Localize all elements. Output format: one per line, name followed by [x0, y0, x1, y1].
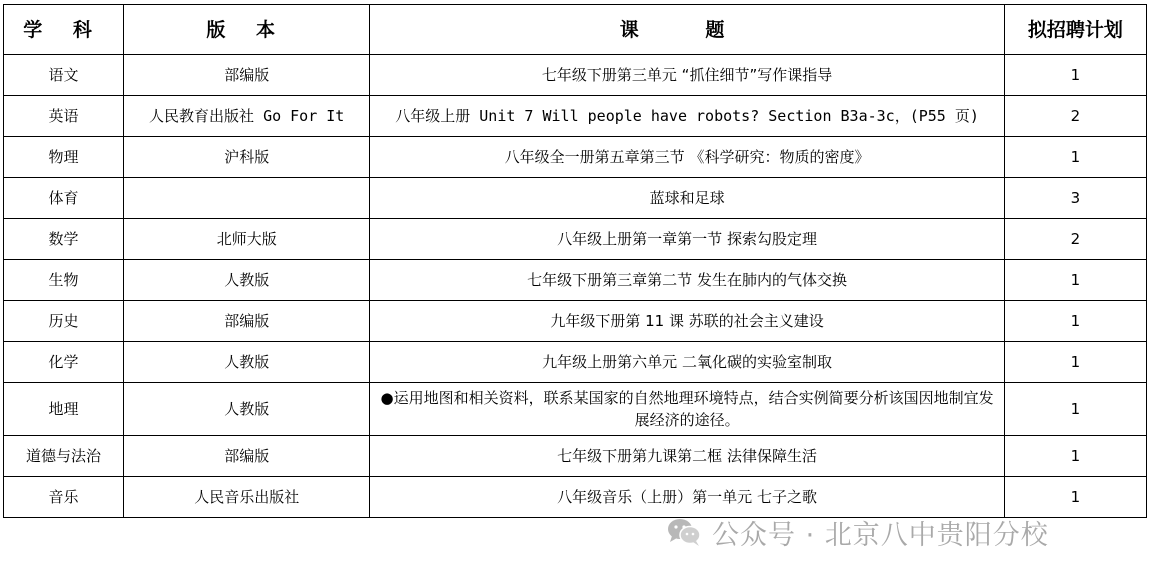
recruitment-table — [3, 4, 1147, 518]
cell-plan: 1 — [1004, 383, 1146, 436]
cell-plan: 1 — [1004, 436, 1146, 477]
cell-topic: 七年级下册第三章第二节 发生在肺内的气体交换 — [370, 260, 1005, 301]
watermark-text: 公众号 · 北京八中贵阳分校 — [712, 519, 1049, 551]
cell-subject: 地理 — [4, 383, 124, 436]
cell-topic: 八年级全一册第五章第三节 《科学研究：物质的密度》 — [370, 137, 1005, 178]
cell-edition: 人教版 — [124, 383, 370, 436]
cell-plan: 1 — [1004, 55, 1146, 96]
cell-subject: 历史 — [4, 301, 124, 342]
table-row — [4, 178, 1147, 219]
cell-plan: 1 — [1004, 477, 1146, 518]
cell-plan: 2 — [1004, 96, 1146, 137]
cell-plan: 3 — [1004, 178, 1146, 219]
header-topic: 课 题 — [370, 5, 1005, 55]
table-row — [4, 219, 1147, 260]
cell-plan: 1 — [1004, 260, 1146, 301]
table-row — [4, 383, 1147, 436]
cell-topic: 八年级上册第一章第一节 探索勾股定理 — [370, 219, 1005, 260]
cell-edition: 人民音乐出版社 — [124, 477, 370, 518]
header-subject: 学 科 — [4, 5, 124, 55]
cell-plan: 1 — [1004, 137, 1146, 178]
cell-plan: 2 — [1004, 219, 1146, 260]
cell-subject: 化学 — [4, 342, 124, 383]
table-row — [4, 260, 1147, 301]
cell-subject: 数学 — [4, 219, 124, 260]
cell-subject: 体育 — [4, 178, 124, 219]
table-row — [4, 342, 1147, 383]
cell-topic: 蓝球和足球 — [370, 178, 1005, 219]
cell-plan: 1 — [1004, 342, 1146, 383]
cell-edition: 人教版 — [124, 342, 370, 383]
table-row — [4, 55, 1147, 96]
cell-subject: 语文 — [4, 55, 124, 96]
cell-subject: 物理 — [4, 137, 124, 178]
header-edition: 版 本 — [124, 5, 370, 55]
table-header — [4, 5, 1147, 55]
cell-edition: 沪科版 — [124, 137, 370, 178]
cell-edition: 北师大版 — [124, 219, 370, 260]
cell-topic: 七年级下册第三单元 “抓住细节”写作课指导 — [370, 55, 1005, 96]
cell-edition: 部编版 — [124, 301, 370, 342]
cell-topic: 八年级音乐（上册）第一单元 七子之歌 — [370, 477, 1005, 518]
cell-subject: 道德与法治 — [4, 436, 124, 477]
cell-topic: 九年级下册第 11 课 苏联的社会主义建设 — [370, 301, 1005, 342]
table-row — [4, 96, 1147, 137]
table-row — [4, 301, 1147, 342]
cell-subject: 音乐 — [4, 477, 124, 518]
cell-topic: 七年级下册第九课第二框 法律保障生活 — [370, 436, 1005, 477]
header-row — [4, 5, 1147, 55]
table-body — [4, 55, 1147, 518]
cell-edition: 人民教育出版社 Go For It — [124, 96, 370, 137]
cell-topic: ●运用地图和相关资料，联系某国家的自然地理环境特点，结合实例简要分析该国因地制宜发展经济的途径。 — [370, 383, 1005, 436]
cell-topic: 九年级上册第六单元 二氧化碳的实验室制取 — [370, 342, 1005, 383]
cell-topic: 八年级上册 Unit 7 Will people have robots? Section B3a-3c，(P55 页) — [370, 96, 1005, 137]
cell-subject: 生物 — [4, 260, 124, 301]
cell-subject: 英语 — [4, 96, 124, 137]
watermark — [666, 512, 1049, 552]
cell-plan: 1 — [1004, 301, 1146, 342]
table-row — [4, 137, 1147, 178]
cell-edition — [124, 178, 370, 219]
header-plan: 拟招聘计划 — [1004, 5, 1146, 55]
cell-edition: 人教版 — [124, 260, 370, 301]
table-row — [4, 436, 1147, 477]
cell-edition: 部编版 — [124, 436, 370, 477]
wechat-icon — [666, 517, 702, 547]
cell-edition: 部编版 — [124, 55, 370, 96]
